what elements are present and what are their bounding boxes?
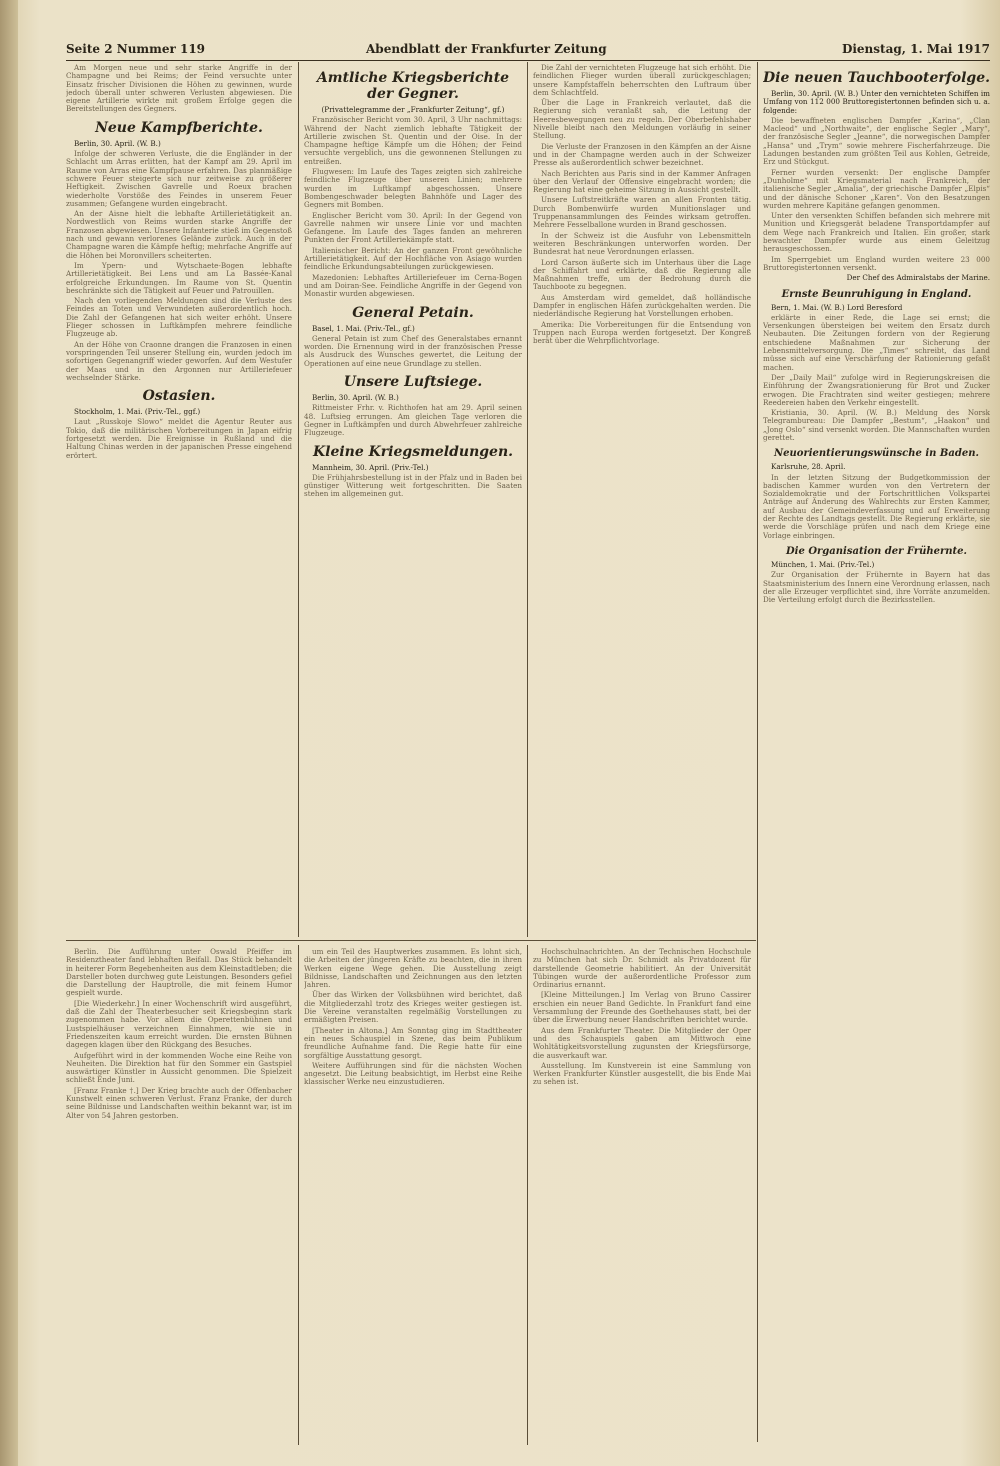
body-text: Aus Amsterdam wird gemeldet, daß holländische Dampfer in englischen Häfen zurückgehalten werden. Die niederländische Regierung hat Vorstellungen erhoben.	[533, 292, 751, 319]
body-text: Die bewaffneten englischen Dampfer „Karina“, „Clan Macleod“ und „Northwaite“, der englische Segler „Mary“, der französische Segler „Jeanne“, die norwegischen Dampfer „Hansa“ und „Trym“ sowie mehrere Fischerfahrzeuge. Die Ladungen bestanden zum größten Teil aus Kohlen, Getreide, Erz und Stückgut.	[763, 115, 990, 167]
body-text: um ein Teil des Hauptwerkes zusammen. Es lohnt sich, die Arbeiten der jüngeren Kräfte zu beachten, die in ihren Werken eigene Wege gehen. Die Ausstellung zeigt Bildnisse, Landschaften und Zeichnungen aus den letzten Jahren.	[304, 948, 522, 990]
heading-neuorientierung: Neuorientierungswünsche in Baden.	[774, 448, 979, 460]
body-text: Englischer Bericht vom 30. April: In der Gegend von Gavrelle nahmen wir unsere Linie vor und machten Gefangene. Im Laufe des Tages fanden an mehreren Punkten der Front Artilleriekämpfe statt.	[304, 210, 522, 245]
body-text: Flugwesen: Im Laufe des Tages zeigten sich zahlreiche feindliche Flugzeuge über unseren Linien; mehrere wurden im Luftkampf abgeschossen. Unsere Bombengeschwader belegten Bahnhöfe und Lager des Gegners mit Bomben.	[304, 167, 522, 210]
dateline: Mannheim, 30. April. (Priv.-Tel.)	[312, 462, 429, 472]
heading-beunruhigung: Ernste Beunruhigung in England.	[781, 288, 972, 300]
body-text: Weitere Aufführungen sind für die nächsten Wochen angesetzt. Die Leitung beabsichtigt, im Herbst eine Reihe klassischer Werke neu einzustudieren.	[304, 1060, 522, 1087]
column-3	[533, 64, 751, 934]
feuilleton-column-1	[66, 948, 292, 1443]
body-text: Nach den vorliegenden Meldungen sind die Verluste des Feindes an Toten und Verwundeten außerordentlich hoch. Die Zahl der Gefangenen hat sich weiter erhöht. Unsere Flieger schossen in Luftkämpfen mehrere feindliche Flugzeuge ab.	[66, 296, 292, 339]
heading-neue-kampfberichte: Neue Kampfberichte.	[95, 119, 263, 136]
heading-fruehernte: Die Organisation der Frühernte.	[786, 545, 967, 557]
body-text: Über die Lage in Frankreich verlautet, daß die Regierung sich veranlaßt sah, die Leitung der Heeresbewegungen neu zu regeln. Der Oberbefehlshaber Nivelle bleibt nach den Meldungen vorläufig in seiner Stellung.	[533, 98, 751, 141]
body-text: Der „Daily Mail“ zufolge wird in Regierungskreisen die Einführung der Zwangsrationierung für Brot und Zucker erwogen. Die Frachtraten sind weiter gestiegen; mehrere Reedereien haben den Verkehr eingestellt.	[763, 372, 990, 407]
body-text: [Franz Franke †.] Der Krieg brachte auch der Offenbacher Kunstwelt einen schweren Verlust. Franz Franke, der durch seine Bildnisse und Landschaften weithin bekannt war, ist im Alter von 54 Jahren gestorben.	[66, 1085, 292, 1120]
body-text: Kristiania, 30. April. (W. B.) Meldung des Norsk Telegrambureau: Die Dampfer „Bestum“, „Haakon“ und „Jong Oslo“ sind versenkt worden. Die Mannschaften wurden gerettet.	[763, 408, 990, 442]
subheading: (Privattelegramme der „Frankfurter Zeitung“, gf.)	[321, 105, 505, 114]
page-number: Seite 2 Nummer 119	[66, 42, 206, 56]
body-text: Berlin. Die Aufführung unter Oswald Pfeiffer im Residenztheater fand lebhaften Beifall. Das Stück behandelt in heiterer Form Begebenheiten aus dem Kleinstadtleben; die Darsteller boten durchweg gute Leistungen. Besonders gefiel die Darstellung der Hauptrolle, die mit feinem Humor gespielt wurde.	[66, 948, 292, 998]
body-text: Lord Carson äußerte sich im Unterhaus über die Lage der Schiffahrt und erklärte, daß die Regierung alle Maßnahmen treffe, um der Bedrohung durch die Tauchboote zu begegnen.	[533, 257, 751, 292]
binding-edge	[0, 0, 18, 1466]
body-text: Hochschulnachrichten. An der Technischen Hochschule zu München hat sich Dr. Schmidt als Privatdozent für darstellende Geometrie habilitiert. An der Universität Tübingen wurde der außerordentliche Professor zum Ordinarius ernannt.	[533, 948, 751, 990]
dateline: Berlin, 30. April. (W. B.)	[312, 393, 399, 403]
signature: Der Chef des Admiralstabs der Marine.	[846, 273, 990, 283]
newspaper-title: Abendblatt der Frankfurter Zeitung	[366, 42, 607, 56]
body-text: [Theater in Altona.] Am Sonntag ging im Stadttheater ein neues Schauspiel in Szene, das beim Publikum freundliche Aufnahme fand. Die Regie hatte für eine sorgfältige Ausstattung gesorgt.	[304, 1025, 522, 1060]
dateline: Bern, 1. Mai. (W. B.) Lord Beresford	[771, 302, 903, 312]
column-rule	[527, 945, 528, 1445]
heading-amtliche: Amtliche Kriegsberichte der Gegner.	[316, 70, 510, 102]
body-text: Italienischer Bericht: An der ganzen Front gewöhnliche Artillerietätigkeit. Auf der Hochfläche von Asiago wurden feindliche Erkundungsabteilungen zurückgewiesen.	[304, 245, 522, 272]
body-text: Die Frühjahrsbestellung ist in der Pfalz und in Baden bei günstiger Witterung weit fortgeschritten. Die Saaten stehen im allgemeinen gut.	[304, 472, 522, 499]
body-text: Am Morgen neue und sehr starke Angriffe in der Champagne und bei Reims; der Feind versuchte unter Einsatz frischer Divisionen die Höhen zu gewinnen, wurde jedoch überall unter schweren Verlusten abgewiesen. Die eigene Artillerie wirkte mit großem Erfolge gegen die Bereitstellungen des Gegners.	[66, 64, 292, 114]
column-rule	[527, 62, 528, 937]
column-rule	[298, 945, 299, 1445]
body-text: Zur Organisation der Frühernte in Bayern hat das Staatsministerium des Innern eine Verordnung erlassen, nach der alle Erzeuger verpflichtet sind, ihre Vorräte anzumelden. Die Verteilung erfolgt durch die Bezirksstellen.	[763, 570, 990, 605]
heading-kleine-kriegsmeldungen: Kleine Kriegsmeldungen.	[312, 443, 514, 460]
body-text: Laut „Russkoje Slowo“ meldet die Agentur Reuter aus Tokio, daß die militärischen Vorbereitungen in Japan eifrig fortgesetzt werden. Die Ereignisse in Rußland und die Haltung Chinas werden in der japanischen Presse eingehend erörtert.	[66, 417, 292, 460]
feuilleton-column-3	[533, 948, 751, 1443]
body-text: An der Höhe von Craonne drangen die Franzosen in einen vorspringenden Teil unserer Stellung ein, wurden jedoch im sofortigen Gegenangriff wieder geworfen. Auf dem Westufer der Maas und in den Argonnen nur Artilleriefeuer wechselnder Stärke.	[66, 339, 292, 382]
dateline: München, 1. Mai. (Priv.-Tel.)	[771, 559, 875, 569]
column-1	[66, 64, 292, 934]
feuilleton-rule	[66, 940, 756, 941]
feuilleton-column-2	[304, 948, 522, 1443]
heading-tauchbooterfolge: Die neuen Tauchbooterfolge.	[763, 70, 990, 86]
column-2	[304, 64, 522, 934]
body-text: Ausstellung. Im Kunstverein ist eine Sammlung von Werken Frankfurter Künstler ausgestellt, die bis Ende Mai zu sehen ist.	[533, 1060, 751, 1087]
body-text: Rittmeister Frhr. v. Richthofen hat am 29. April seinen 48. Luftsieg errungen. Am gleichen Tage verloren die Gegner in Luftkämpfen und durch Abwehrfeuer zahlreiche Flugzeuge.	[304, 403, 522, 438]
page-header	[66, 36, 990, 61]
dateline: Berlin, 30. April. (W. B.) Unter den vernichteten Schiffen im Umfang von 112 000 Bruttoregistertonnen befinden sich u. a. folgende:	[763, 89, 990, 115]
body-text: Die Verluste der Franzosen in den Kämpfen an der Aisne und in der Champagne werden auch in der Schweizer Presse als außerordentlich schwer bezeichnet.	[533, 141, 751, 168]
heading-general-petain: General Petain.	[352, 304, 474, 321]
body-text: Aus dem Frankfurter Theater. Die Mitglieder der Oper und des Schauspiels gaben am Mittwoch eine Wohltätigkeitsvorstellung zugunsten der Kriegsfürsorge, die ausverkauft war.	[533, 1025, 751, 1060]
column-4	[763, 64, 990, 1449]
body-text: Ferner wurden versenkt: Der englische Dampfer „Dunholme“ mit Kriegsmaterial nach Frankreich, der italienische Segler „Amalia“, der griechische Dampfer „Elpis“ und der dänische Schoner „Karen“. Von den Besatzungen wurden mehrere Kapitäne gefangen genommen.	[763, 167, 990, 210]
heading-ostasien: Ostasien.	[142, 388, 216, 405]
heading-unsere-luftsiege: Unsere Luftsiege.	[343, 374, 483, 391]
dateline: Stockholm, 1. Mai. (Priv.-Tel., ggf.)	[74, 407, 201, 417]
body-text: Unsere Luftstreitkräfte waren an allen Fronten tätig. Durch Bombenwürfe wurden Munitionslager und Truppenansammlungen des Feindes wirksam getroffen. Mehrere Fesselballone wurden in Brand geschossen.	[533, 195, 751, 230]
body-text: In der letzten Sitzung der Budgetkommission der badischen Kammer wurden von den Vertretern der Sozialdemokratie und der Fortschrittlichen Volkspartei Anträge auf Änderung des Wahlrechts zur Ersten Kammer, auf Ausbau der Gemeindeverfassung und auf Erweiterung der Rechte des Landtags gestellt. Die Regierung erklärte, sie werde die Vorschläge prüfen und nach dem Kriege eine Vorlage einbringen.	[763, 472, 990, 540]
body-text: erklärte in einer Rede, die Lage sei ernst; die Versenkungen übersteigen bei weitem den Ersatz durch Neubauten. Die Zeitungen fordern von der Regierung entschiedene Maßnahmen zur Sicherung der Lebensmittelversorgung. Die „Times“ schreibt, das Land müsse sich auf eine Verschärfung der Rationierung gefaßt machen.	[763, 312, 990, 372]
body-text: [Kleine Mitteilungen.] Im Verlag von Bruno Cassirer erschien ein neuer Band Gedichte. In Frankfurt fand eine Versammlung der Freunde des Goethehauses statt, bei der über die Erwerbung neuer Handschriften berichtet wurde.	[533, 990, 751, 1025]
body-text: Französischer Bericht vom 30. April, 3 Uhr nachmittags: Während der Nacht ziemlich lebhafte Tätigkeit der Artillerie zwischen St. Quentin und der Oise. In der Champagne heftige Kämpfe um die Höhen; der Feind versuchte vergeblich, uns die gewonnenen Stellungen zu entreißen.	[304, 115, 522, 166]
body-text: Im Ypern- und Wytschaete-Bogen lebhafte Artillerietätigkeit. Bei Lens und am La Bassée-Kanal erfolgreiche Erkundungen. Im Raume von St. Quentin beschränkte sich die Tätigkeit auf Feuer und Patrouillen.	[66, 260, 292, 295]
body-text: Unter den versenkten Schiffen befanden sich mehrere mit Munition und Kriegsgerät beladene Transportdampfer auf dem Wege nach Frankreich und Italien. Ein großer, stark bewachter Dampfer wurde aus einem Geleitzug herausgeschossen.	[763, 211, 990, 254]
body-text: Nach Berichten aus Paris sind in der Kammer Anfragen über den Verlauf der Offensive eingebracht worden; die Regierung hat eine geheime Sitzung in Aussicht gestellt.	[533, 168, 751, 195]
issue-date: Dienstag, 1. Mai 1917	[841, 42, 990, 56]
body-text: Die Zahl der vernichteten Flugzeuge hat sich erhöht. Die feindlichen Flieger wurden überall zurückgeschlagen; unsere Kampfstaffeln beherrschten den Luftraum über dem Schlachtfeld.	[533, 64, 751, 97]
body-text: Aufgeführt wird in der kommenden Woche eine Reihe von Neuheiten. Die Direktion hat für den Sommer ein Gastspiel auswärtiger Künstler in Aussicht genommen. Die Spielzeit schließt Ende Juni.	[66, 1050, 292, 1085]
column-rule	[298, 62, 299, 937]
dateline: Berlin, 30. April. (W. B.)	[74, 138, 161, 148]
body-text: Mazedonien: Lebhaftes Artilleriefeuer im Cerna-Bogen und am Doiran-See. Feindliche Angriffe in der Gegend von Monastir wurden abgewiesen.	[304, 272, 522, 299]
dateline: Karlsruhe, 28. April.	[771, 462, 846, 472]
body-text: General Petain ist zum Chef des Generalstabes ernannt worden. Die Ernennung wird in der französischen Presse als Ausdruck des Wunsches gewertet, die Leitung der Operationen auf eine neue Grundlage zu stellen.	[304, 333, 522, 368]
body-text: Im Sperrgebiet um England wurden weitere 23 000 Bruttoregistertonnen versenkt.	[763, 254, 990, 272]
body-text: An der Aisne hielt die lebhafte Artillerietätigkeit an. Nordwestlich von Reims wurden starke Angriffe der Franzosen abgewiesen. Unsere Infanterie stieß im Gegenstoß nach und gewann verlorenes Gelände zurück. Auch in der Champagne waren die Kämpfe heftig; mehrfache Angriffe auf die Höhen bei Moronvillers scheiterten.	[66, 209, 292, 260]
body-text: [Die Wiederkehr.] In einer Wochenschrift wird ausgeführt, daß die Zahl der Theaterbesucher seit Kriegsbeginn stark zugenommen habe. Vor allem die Operettenbühnen und Lustspielhäuser verzeichnen Einnahmen, wie sie in Friedenszeiten kaum erreicht wurden. Die ernsten Bühnen dagegen klagen über den Rückgang des Besuches.	[66, 998, 292, 1050]
body-text: In der Schweiz ist die Ausfuhr von Lebensmitteln weiteren Beschränkungen unterworfen worden. Der Bundesrat hat neue Verordnungen erlassen.	[533, 230, 751, 257]
dateline: Basel, 1. Mai. (Priv.-Tel., gf.)	[312, 323, 415, 333]
body-text: Infolge der schweren Verluste, die die Engländer in der Schlacht um Arras erlitten, hat der Kampf am 29. April im Raume von Arras eine Kampfpause erfahren. Das planmäßige schwere Feuer steigerte sich nur zeitweise zu größerer Heftigkeit. Zwischen Gavrelle und Roeux brachen wiederholte Vorstöße des Feindes in unserem Feuer zusammen; Gefangene wurden eingebracht.	[66, 149, 292, 208]
body-text: Amerika: Die Vorbereitungen für die Entsendung von Truppen nach Europa werden fortgesetzt. Der Kongreß berät über die Wehrpflichtvorlage.	[533, 319, 751, 346]
column-rule	[757, 62, 758, 1442]
body-text: Über das Wirken der Volksbühnen wird berichtet, daß die Mitgliederzahl trotz des Krieges weiter gestiegen ist. Die Vereine veranstalten regelmäßig Vorstellungen zu ermäßigten Preisen.	[304, 990, 522, 1025]
